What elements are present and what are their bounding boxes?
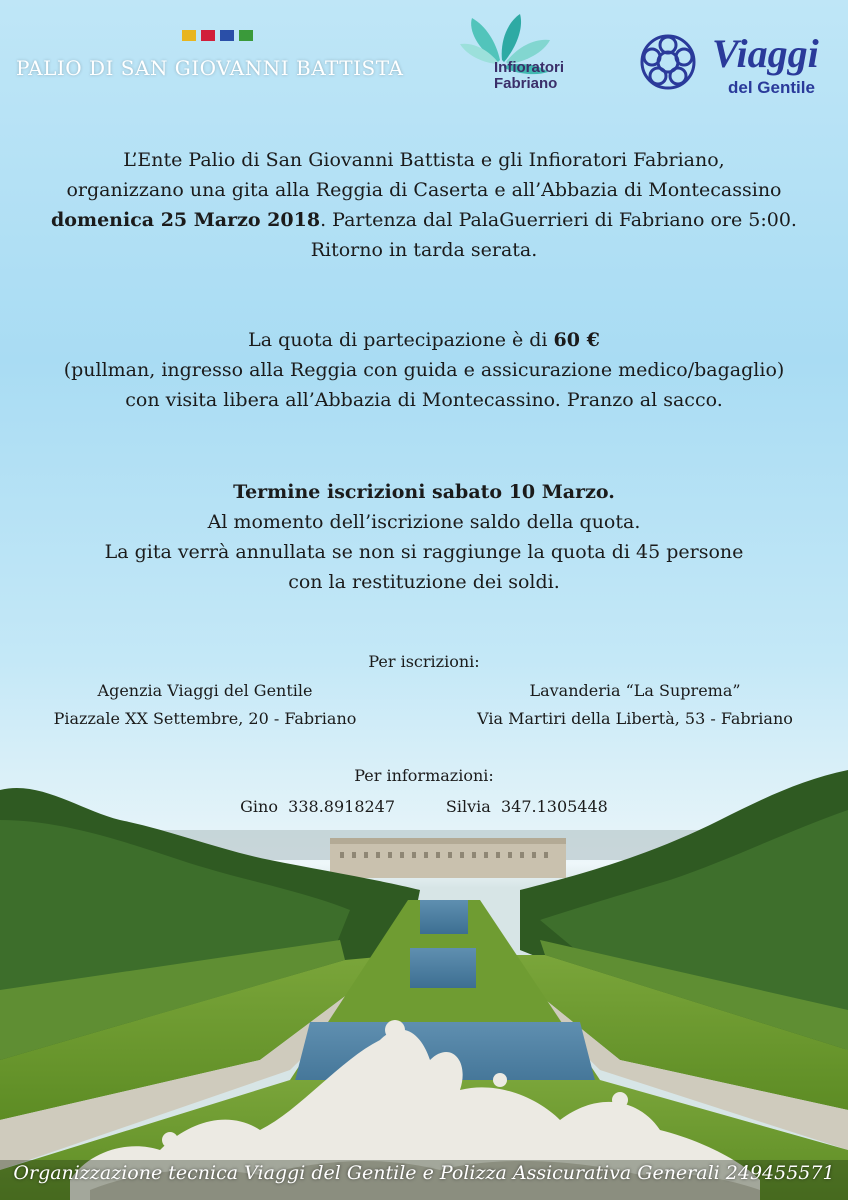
price-paragraph [0,325,848,415]
reggia-caserta-photo [0,760,848,1200]
terms-line2: Al momento dell’iscrizione saldo della quota. [207,511,641,533]
intro-line4: Ritorno in tarda serata. [310,239,538,261]
infioratori-line1: Infioratori [494,59,564,76]
palio-square-blue [220,30,234,41]
registration-right [470,677,800,733]
laundry-address: Via Martiri della Libertà, 53 - Fabriano [477,709,793,728]
intro-line2: organizzano una gita alla Reggia di Caserta e all’Abbazia di Montecassino [66,179,782,201]
registration-deadline: Termine iscrizioni sabato 10 Marzo. [233,481,615,503]
registration-left [40,677,370,733]
agency-address: Piazzale XX Settembre, 20 - Fabriano [53,709,357,728]
price-line1 [0,325,848,355]
intro-line1: L’Ente Palio di San Giovanni Battista e gli Infioratori Fabriano, [123,149,725,171]
palio-logo-squares [182,30,253,41]
trip-date: domenica 25 Marzo 2018 [51,209,321,231]
viaggi-logo-word: Viaggi [712,31,819,76]
agency-name: Agenzia Viaggi del Gentile [97,681,313,700]
price-label: La quota di partecipazione è di [248,329,554,351]
contact-gino: Gino 338.8918247 [240,797,396,816]
intro-line3 [0,205,848,235]
info-contacts [0,793,848,821]
terms-line3: La gita verrà annullata se non si raggiunge la quota di 45 persone [104,541,744,563]
registration-heading: Per iscrizioni: [368,652,480,671]
terms-paragraph [0,477,848,597]
contact-silvia: Silvia 347.1305448 [445,797,608,816]
header [0,0,848,115]
infioratori-logo-text [494,60,564,92]
viaggi-logo-subtitle: del Gentile [728,78,815,97]
price-amount: 60 € [553,329,600,351]
price-line3: con visita libera all’Abbazia di Montecassino. Pranzo al sacco. [125,389,723,411]
intro-paragraph [0,145,848,265]
palio-square-red [201,30,215,41]
laundry-name: Lavanderia “La Suprema” [529,681,741,700]
infioratori-line2: Fabriano [494,75,558,92]
departure-text: . Partenza dal PalaGuerrieri di Fabriano ore 5:00. [320,209,797,231]
terms-line4: con la restituzione dei soldi. [288,571,560,593]
palio-square-green [239,30,253,41]
info-heading: Per informazioni: [354,766,494,785]
palio-title: PALIO DI SAN GIOVANNI BATTISTA [16,56,404,80]
palio-square-yellow [182,30,196,41]
footer-organization-note: Organizzazione tecnica Viaggi del Gentile e Polizza Assicurativa Generali 249455571 [13,1162,835,1184]
price-line2: (pullman, ingresso alla Reggia con guida e assicurazione medico/bagaglio) [63,359,785,381]
